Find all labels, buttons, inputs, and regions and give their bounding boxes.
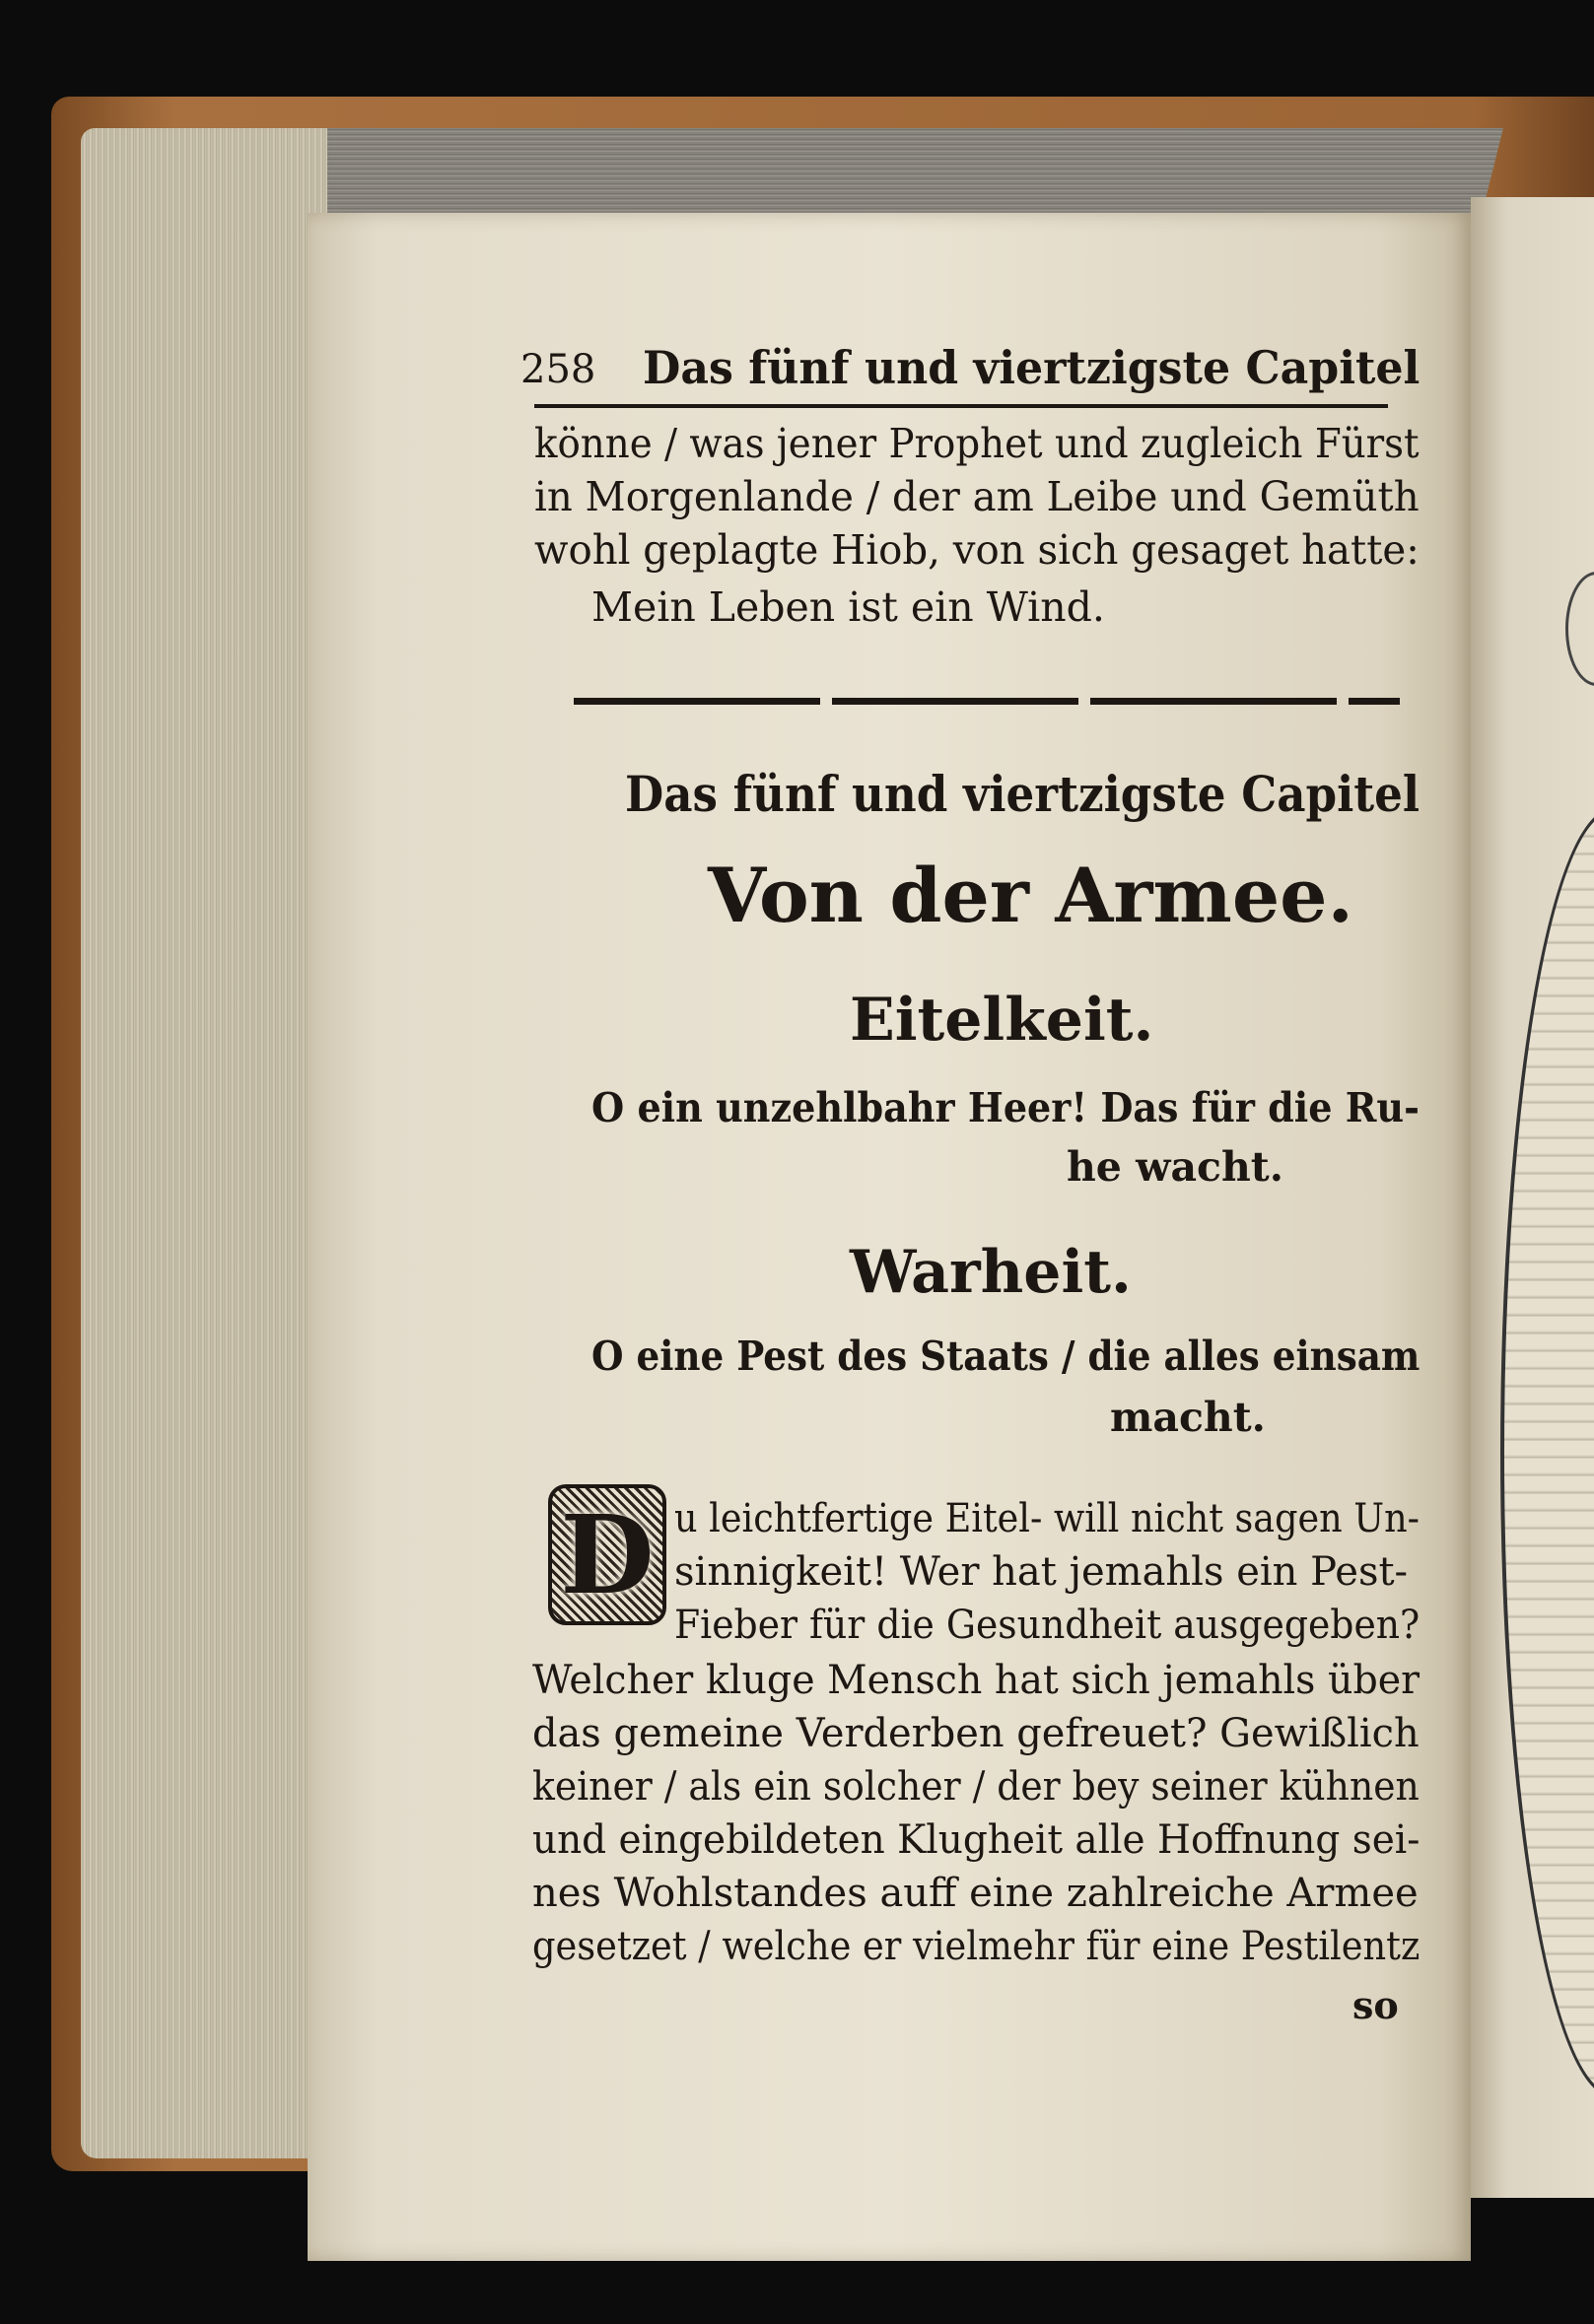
page-number: 258 [520, 347, 596, 392]
verse-line: macht. [1110, 1394, 1266, 1441]
chapter-label: Das fünf und viertzigste Capitel [625, 765, 1421, 823]
intro-line: wohl geplagte Hiob, von sich gesaget hatte: [534, 526, 1420, 574]
body-line: keiner / als ein solcher / der bey seiner kühnen [532, 1764, 1420, 1810]
verse-line: O eine Pest des Staats / die alles einsam [591, 1333, 1421, 1380]
drop-cap-letter: D [560, 1491, 655, 1618]
section-rule [574, 698, 1400, 705]
intro-line: in Morgenlande / der am Leibe und Gemüth [534, 473, 1420, 520]
body-line: Fieber für die Gesundheit ausgegeben? [674, 1603, 1421, 1648]
head-rule [534, 404, 1388, 408]
body-line: das gemeine Verderben gefreuet? Gewißlich [532, 1711, 1420, 1756]
chapter-title: Von der Armee. [708, 852, 1353, 939]
body-line: u leichtfertige Eitel- will nicht sagen Un- [674, 1496, 1421, 1541]
intro-line: Mein Leben ist ein Wind. [591, 583, 1105, 631]
body-line: nes Wohlstandes auff eine zahlreiche Armee [532, 1871, 1419, 1916]
body-line: sinnigkeit! Wer hat jemahls ein Pest- [674, 1549, 1409, 1595]
speaker-name: Eitelkeit. [850, 986, 1154, 1055]
verse-line: O ein unzehlbahr Heer! Das für die Ru- [591, 1084, 1420, 1131]
page-edges-side [81, 128, 327, 2158]
body-line: gesetzet / welche er vielmehr für eine Pestilentz [532, 1924, 1421, 1969]
drop-cap [548, 1484, 666, 1625]
intro-line: könne / was jener Prophet und zugleich Fürst [534, 420, 1420, 467]
body-line: Welcher kluge Mensch hat sich jemahls über [532, 1658, 1421, 1703]
body-line: und eingebildeten Klugheit alle Hoffnung sei- [532, 1817, 1421, 1863]
verse-line: he wacht. [1067, 1143, 1284, 1191]
speaker-name: Warheit. [850, 1238, 1132, 1307]
catchword: so [1352, 1983, 1399, 2027]
running-head: Das fünf und viertzigste Capitel [643, 341, 1421, 394]
